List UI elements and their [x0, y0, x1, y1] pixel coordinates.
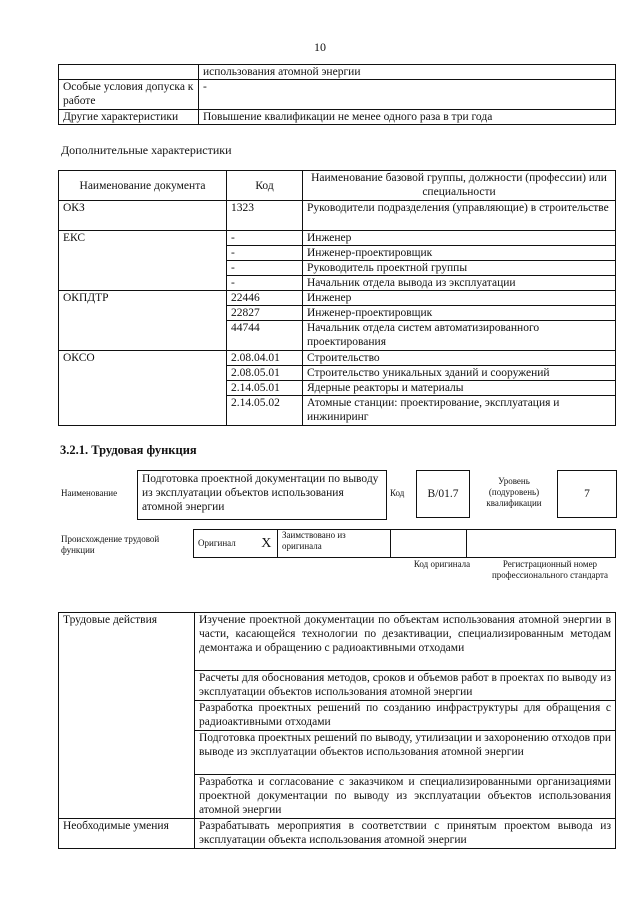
name-header: Наименование базовой группы, должности (профессии) или специальности: [303, 171, 616, 201]
action-item: Изучение проектной документации по объектам использования атомной энергии в части, касающейся технологии по дезактивации, специализированным методам демонтажа и обращению с радиоактивными отходами: [195, 613, 616, 671]
name-cell: Инженер: [303, 291, 616, 306]
name-label: Наименование: [61, 488, 118, 498]
original-cell: Оригинал: [194, 530, 256, 558]
doc-okso: ОКСО: [59, 351, 227, 426]
action-item: Расчеты для обоснования методов, сроков и объемов работ в проектах по выводу из эксплуатации объектов использования атомной энергии: [195, 671, 616, 701]
additional-heading: Дополнительные характеристики: [61, 143, 232, 157]
name-cell: Атомные станции: проектирование, эксплуатация и инжиниринг: [303, 396, 616, 426]
special-conditions-label: Особые условия допуска к работе: [59, 80, 199, 110]
code-cell: 2.14.05.01: [227, 381, 303, 396]
level-box: [557, 470, 617, 518]
name-cell: Начальник отдела систем автоматизированного проектирования: [303, 321, 616, 351]
level-value: 7: [584, 488, 590, 500]
code-cell: 2.08.04.01: [227, 351, 303, 366]
name-cell: Руководители подразделения (управляющие) в строительстве: [303, 201, 616, 231]
name-cell: Ядерные реакторы и материалы: [303, 381, 616, 396]
name-cell: Начальник отдела вывода из эксплуатации: [303, 276, 616, 291]
code-cell: 22446: [227, 291, 303, 306]
code-header: Код: [227, 171, 303, 201]
action-item: Подготовка проектных решений по выводу, утилизации и захоронению отходов при выводе из эксплуатации объектов использования атомной энергии: [195, 731, 616, 775]
other-characteristics-value: Повышение квалификации не менее одного раза в три года: [199, 110, 616, 125]
code-label: Код: [390, 488, 405, 498]
additional-characteristics-table: [58, 170, 616, 426]
other-characteristics-label: Другие характеристики: [59, 110, 199, 125]
code-cell: 44744: [227, 321, 303, 351]
code-value: B/01.7: [427, 488, 459, 500]
name-cell: Инженер: [303, 231, 616, 246]
doc-header: Наименование документа: [59, 171, 227, 201]
skill-item: Разрабатывать мероприятия в соответствии с принятым проектом вывода из эксплуатации объекта использования атомной энергии: [195, 819, 616, 849]
name-cell: Строительство уникальных зданий и сооружений: [303, 366, 616, 381]
level-label: Уровень (подуровень) квалификации: [486, 476, 542, 508]
doc-okz: ОКЗ: [59, 201, 227, 231]
function-name-value: Подготовка проектной документации по выводу из эксплуатации объектов использования атомной энергии: [142, 473, 379, 513]
code-cell: 2.08.05.01: [227, 366, 303, 381]
action-item: Разработка и согласование с заказчиком и специализированными организациями проектной документации по выводу из эксплуатации объектов использования атомной энергии: [195, 775, 616, 819]
empty-cell: [59, 65, 199, 80]
original-mark: X: [256, 530, 278, 558]
function-name-box: [137, 470, 387, 520]
doc-okpdtr: ОКПДТР: [59, 291, 227, 351]
skills-label: Необходимые умения: [59, 819, 195, 849]
section-title: 3.2.1. Трудовая функция: [60, 443, 197, 457]
origin-table: [193, 529, 616, 558]
reg-caption: Регистрационный номер профессионального стандарта: [491, 559, 609, 580]
special-conditions-value: -: [199, 80, 616, 110]
origin-code-cell: [391, 530, 467, 558]
name-cell: Инженер-проектировщик: [303, 306, 616, 321]
doc-eks: ЕКС: [59, 231, 227, 291]
code-cell: -: [227, 261, 303, 276]
borrowed-cell: Заимствовано из оригинала: [278, 530, 391, 558]
code-cell: -: [227, 276, 303, 291]
continuation-text: использования атомной энергии: [199, 65, 616, 80]
work-actions-table: [58, 612, 616, 849]
name-cell: Строительство: [303, 351, 616, 366]
code-caption: Код оригинала: [413, 559, 471, 569]
code-box: [416, 470, 470, 518]
name-cell: Инженер-проектировщик: [303, 246, 616, 261]
top-conditions-table: [58, 64, 616, 125]
origin-label: Происхождение трудовой функции: [61, 534, 160, 555]
code-cell: -: [227, 231, 303, 246]
origin-reg-cell: [467, 530, 616, 558]
page-number: 10: [314, 40, 326, 54]
code-cell: 22827: [227, 306, 303, 321]
code-cell: -: [227, 246, 303, 261]
name-cell: Руководитель проектной группы: [303, 261, 616, 276]
actions-label: Трудовые действия: [59, 613, 195, 819]
code-cell: 2.14.05.02: [227, 396, 303, 426]
code-cell: 1323: [227, 201, 303, 231]
action-item: Разработка проектных решений по созданию инфраструктуры для обращения с радиоактивными отходами: [195, 701, 616, 731]
